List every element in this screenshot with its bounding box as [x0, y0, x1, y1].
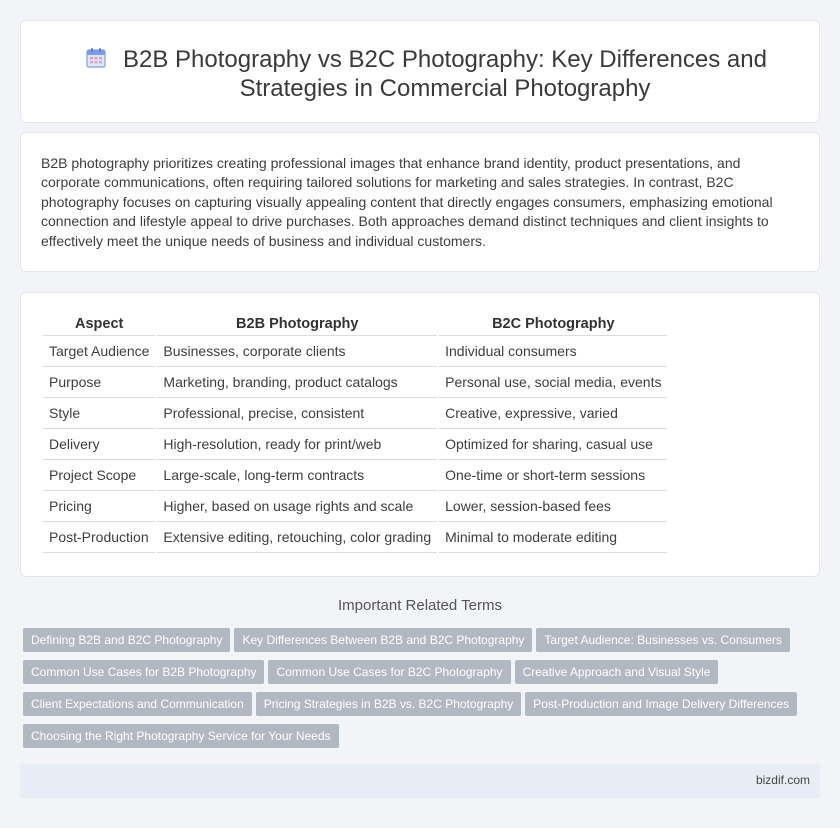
calendar-icon: [85, 47, 107, 69]
intro-paragraph: B2B photography prioritizes creating professional images that enhance brand identity, product presentations, and corporate communications, often requiring tailored solutions for marketing and sales strategies. In contrast, B2C photography focuses on capturing visually appealing content that directly engages consumers, emphasizing emotional connection and lifestyle appeal to drive purchases. Both approaches demand distinct techniques and client insights to effectively meet the unique needs of business and individual customers.: [41, 155, 773, 249]
comparison-table: [43, 316, 669, 553]
column-header-b2c: B2C Photography: [438, 316, 668, 336]
table-row: [43, 398, 668, 429]
b2b-cell: Large-scale, long-term contracts: [156, 460, 438, 491]
table-row: [43, 336, 668, 367]
related-term-tag[interactable]: Key Differences Between B2B and B2C Photography: [234, 628, 532, 652]
aspect-cell: Post-Production: [43, 522, 156, 553]
related-term-tag[interactable]: Client Expectations and Communication: [23, 692, 252, 716]
b2b-cell: Higher, based on usage rights and scale: [156, 491, 438, 522]
footer-site-name: bizdif.com: [755, 773, 810, 787]
table-header-row: [43, 316, 668, 336]
b2b-cell: Professional, precise, consistent: [156, 398, 438, 429]
related-term-tag[interactable]: Common Use Cases for B2B Photography: [23, 660, 264, 684]
related-term-tag[interactable]: Pricing Strategies in B2B vs. B2C Photography: [256, 692, 521, 716]
table-row: [43, 491, 668, 522]
footer-bar: [20, 764, 820, 798]
aspect-cell: Style: [43, 398, 156, 429]
table-row: [43, 460, 668, 491]
b2c-cell: One-time or short-term sessions: [438, 460, 668, 491]
b2b-cell: Marketing, branding, product catalogs: [156, 367, 438, 398]
page-title: B2B Photography vs B2C Photography: Key Differences and Strategies in Commercial Photography: [123, 46, 767, 102]
related-term-tag[interactable]: Common Use Cases for B2C Photography: [268, 660, 510, 684]
related-terms-list: [23, 628, 823, 756]
aspect-cell: Target Audience: [43, 336, 156, 367]
aspect-cell: Purpose: [43, 367, 156, 398]
table-row: [43, 429, 668, 460]
b2b-cell: Businesses, corporate clients: [156, 336, 438, 367]
related-terms-heading: Important Related Terms: [338, 597, 502, 614]
comparison-card: [20, 292, 820, 577]
b2c-cell: Creative, expressive, varied: [438, 398, 668, 429]
b2c-cell: Personal use, social media, events: [438, 367, 668, 398]
related-term-tag[interactable]: Post-Production and Image Delivery Differences: [525, 692, 797, 716]
b2c-cell: Lower, session-based fees: [438, 491, 668, 522]
column-header-b2b: B2B Photography: [156, 316, 438, 336]
intro-card: [20, 132, 820, 272]
related-term-tag[interactable]: Choosing the Right Photography Service for Your Needs: [23, 724, 339, 748]
related-term-tag[interactable]: Target Audience: Businesses vs. Consumers: [536, 628, 789, 652]
title-card: [20, 20, 820, 123]
table-row: [43, 367, 668, 398]
b2b-cell: Extensive editing, retouching, color grading: [156, 522, 438, 553]
b2c-cell: Optimized for sharing, casual use: [438, 429, 668, 460]
b2c-cell: Minimal to moderate editing: [438, 522, 668, 553]
related-term-tag[interactable]: Creative Approach and Visual Style: [515, 660, 719, 684]
column-header-aspect: Aspect: [43, 316, 156, 336]
b2b-cell: High-resolution, ready for print/web: [156, 429, 438, 460]
table-row: [43, 522, 668, 553]
aspect-cell: Delivery: [43, 429, 156, 460]
related-term-tag[interactable]: Defining B2B and B2C Photography: [23, 628, 230, 652]
b2c-cell: Individual consumers: [438, 336, 668, 367]
aspect-cell: Project Scope: [43, 460, 156, 491]
aspect-cell: Pricing: [43, 491, 156, 522]
